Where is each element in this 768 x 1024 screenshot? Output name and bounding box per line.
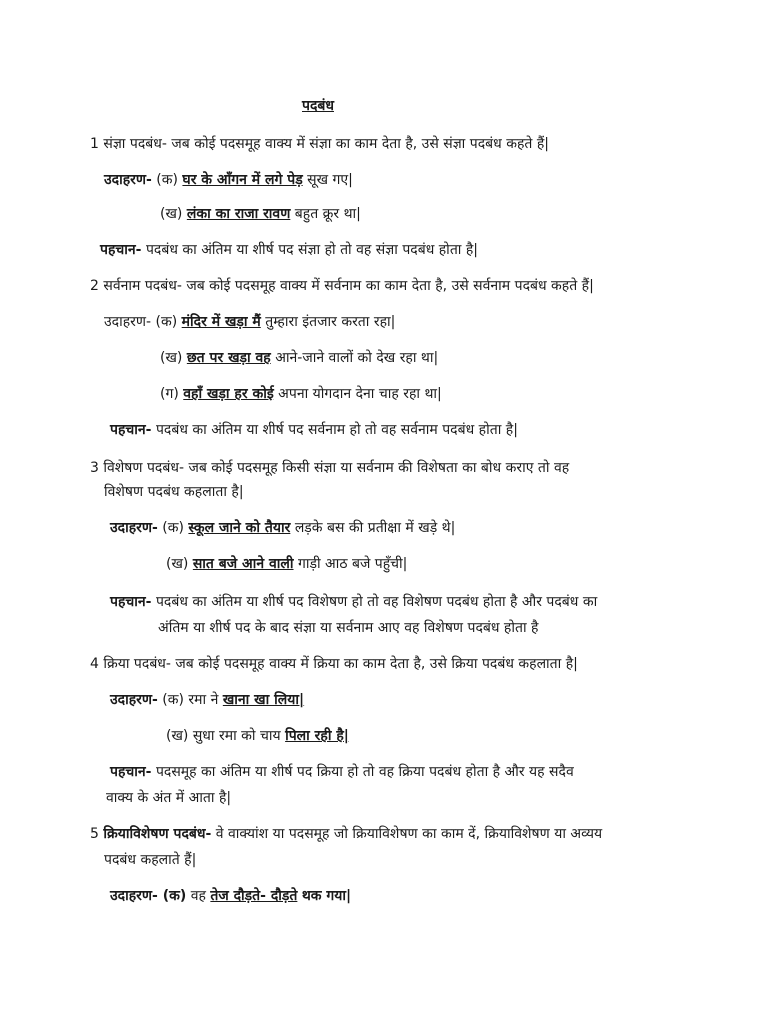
example-phrase: घर के आँगन में लगे पेड़ <box>182 172 303 188</box>
example-mark: (क) <box>162 520 184 536</box>
example-phrase: वहाँ खड़ा हर कोई <box>183 386 274 402</box>
example-label: उदाहरण- (क) <box>110 888 187 904</box>
identification-label: पहचान- <box>110 422 152 438</box>
example-rest: सूख गए| <box>307 172 353 188</box>
section-1-identification <box>100 240 478 260</box>
example-rest: लड़के बस की प्रतीक्षा में खड़े थे| <box>294 520 456 536</box>
example-mark: (ख) <box>166 556 189 572</box>
example-rest: आने-जाने वालों को देख रहा था| <box>275 350 439 366</box>
example-rest: बहुत क्रूर था| <box>294 206 361 222</box>
example-mark: (ख) <box>160 206 183 222</box>
example-rest: थक गया| <box>301 888 352 904</box>
section-3-identification-line-1 <box>110 592 597 612</box>
section-4-heading: 4 क्रिया पदबंध- जब कोई पदसमूह वाक्य में क्रिया का काम देता है, उसे क्रिया पदबंध कहलाता है| <box>90 656 578 672</box>
section-label: क्रियाविशेषण पदबंध- <box>103 826 212 842</box>
identification-text: पदसमूह का अंतिम या शीर्ष पद क्रिया हो तो वह क्रिया पदबंध होता है और यह सदैव <box>155 764 574 780</box>
example-phrase: लंका का राजा रावण <box>186 206 291 222</box>
example-mark: (ख) <box>160 350 183 366</box>
example-mark: (क) <box>156 172 178 188</box>
example-pre: वह <box>190 888 206 904</box>
section-4-example-1 <box>110 690 304 710</box>
example-mark: (क) <box>155 314 178 330</box>
section-4-identification-line-1 <box>110 762 574 782</box>
identification-label: पहचान- <box>100 242 142 258</box>
example-phrase: पिला रही है| <box>285 728 349 744</box>
example-mark: (ग) <box>160 386 179 402</box>
example-pre: रमा ने <box>188 692 219 708</box>
example-rest: गाड़ी आठ बजे पहुँची| <box>297 556 408 572</box>
section-2-heading: 2 सर्वनाम पदबंध- जब कोई पदसमूह वाक्य में सर्वनाम का काम देता है, उसे सर्वनाम पदबंध कहते हैं| <box>90 278 594 294</box>
section-1-heading: 1 संज्ञा पदबंध- जब कोई पदसमूह वाक्य में संज्ञा का काम देता है, उसे संज्ञा पदबंध कहते हैं| <box>90 136 549 152</box>
section-3-identification-line-2: अंतिम या शीर्ष पद के बाद संज्ञा या सर्वनाम आए वह विशेषण पदबंध होता है <box>158 620 539 636</box>
section-4-example-2 <box>166 726 349 746</box>
example-label: उदाहरण- <box>110 520 158 536</box>
example-phrase: सात बजे आने वाली <box>192 556 294 572</box>
page-title: पदबंध <box>302 98 334 114</box>
identification-text: पदबंध का अंतिम या शीर्ष पद संज्ञा हो तो वह संज्ञा पदबंध होता है| <box>145 242 479 258</box>
example-mark: (क) <box>162 692 184 708</box>
example-mark: (ख) <box>166 728 189 744</box>
example-phrase: छत पर खड़ा वह <box>186 350 271 366</box>
section-1-example-1 <box>104 170 353 190</box>
section-2-example-2 <box>160 348 438 368</box>
section-heading-text: वे वाक्यांश या पदसमूह जो क्रियाविशेषण का काम दें, क्रियाविशेषण या अव्यय <box>215 826 603 842</box>
example-rest: तुम्हारा इंतजार करता रहा| <box>265 314 396 330</box>
section-2-example-3 <box>160 384 442 404</box>
section-number: 5 <box>90 826 99 842</box>
section-1-example-2 <box>160 204 361 224</box>
example-label: उदाहरण- <box>110 692 158 708</box>
example-phrase: स्कूल जाने को तैयार <box>188 520 291 536</box>
example-label: उदाहरण- <box>104 314 152 330</box>
section-3-example-2 <box>166 554 407 574</box>
section-3-heading-line-2: विशेषण पदबंध कहलाता है| <box>104 484 244 500</box>
section-3-example-1 <box>110 518 455 538</box>
section-3-heading-line-1: 3 विशेषण पदबंध- जब कोई पदसमूह किसी संज्ञा या सर्वनाम की विशेषता का बोध कराए तो वह <box>90 460 570 476</box>
identification-text: पदबंध का अंतिम या शीर्ष पद विशेषण हो तो वह विशेषण पदबंध होता है और पदबंध का <box>155 594 598 610</box>
identification-text: पदबंध का अंतिम या शीर्ष पद सर्वनाम हो तो वह सर्वनाम पदबंध होता है| <box>155 422 518 438</box>
example-phrase: तेज दौड़ते- दौड़ते <box>210 888 298 904</box>
example-pre: सुधा रमा को चाय <box>192 728 281 744</box>
example-phrase: खाना खा लिया| <box>222 692 305 708</box>
section-5-heading-line-2: पदबंध कहलाते हैं| <box>104 852 197 868</box>
identification-label: पहचान- <box>110 764 152 780</box>
section-4-identification-line-2: वाक्य के अंत में आता है| <box>106 790 232 806</box>
example-phrase: मंदिर में खड़ा मैं <box>181 314 261 330</box>
section-5-example-1 <box>110 886 351 906</box>
example-label: उदाहरण- <box>104 172 152 188</box>
section-2-identification <box>110 420 518 440</box>
section-5-heading-line-1 <box>90 824 602 844</box>
example-rest: अपना योगदान देना चाह रहा था| <box>278 386 442 402</box>
identification-label: पहचान- <box>110 594 152 610</box>
section-2-example-1 <box>104 312 395 332</box>
